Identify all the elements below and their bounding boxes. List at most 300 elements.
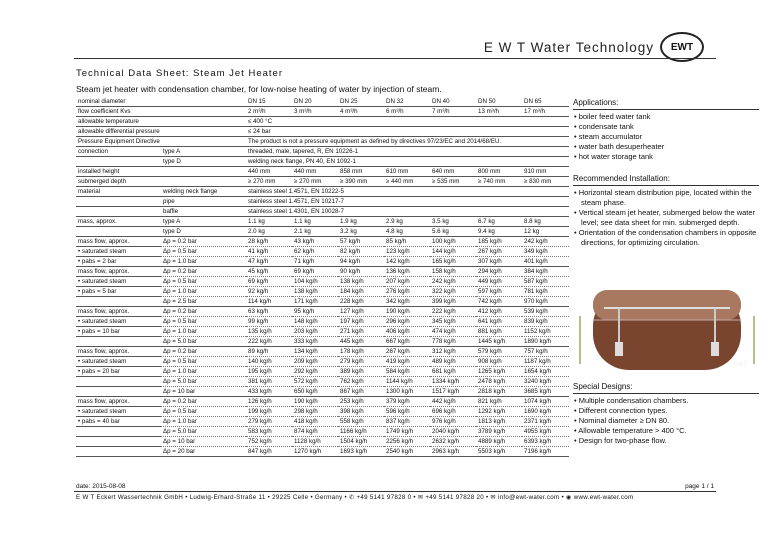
spec-cell: 184 kg/h — [338, 287, 384, 297]
spec-cell: 419 kg/h — [384, 357, 430, 367]
spec-label: • saturated steam — [76, 317, 161, 327]
designs-section — [573, 382, 759, 446]
spec-cell: 165 kg/h — [430, 257, 476, 267]
spec-cell: 57 kg/h — [338, 237, 384, 247]
spec-label — [76, 387, 161, 397]
designs-item: • Multiple condensation chambers. — [573, 396, 759, 406]
spec-row — [76, 127, 569, 137]
spec-cell: 9.4 kg — [476, 227, 522, 237]
spec-row — [76, 427, 569, 437]
spec-cell: 908 kg/h — [476, 357, 522, 367]
spec-row — [76, 377, 569, 387]
spec-cell: 345 kg/h — [430, 317, 476, 327]
spec-cell: 584 kg/h — [384, 367, 430, 377]
spec-row — [76, 367, 569, 377]
spec-cell: 6393 kg/h — [522, 437, 569, 447]
spec-cell: 90 kg/h — [338, 267, 384, 277]
spec-row — [76, 327, 569, 337]
spec-label: • saturated steam — [76, 277, 161, 287]
spec-cell: 1187 kg/h — [522, 357, 569, 367]
spec-cell: 322 kg/h — [430, 287, 476, 297]
spec-cell: 63 kg/h — [246, 307, 292, 317]
spec-cell: 158 kg/h — [430, 267, 476, 277]
spec-cell: Δp = 0.2 bar — [161, 347, 246, 357]
spec-cell: 401 kg/h — [522, 257, 569, 267]
footer-date: date: 2015-08-08 — [76, 483, 126, 490]
spec-cell: 867 kg/h — [338, 387, 384, 397]
spec-cell: 47 kg/h — [246, 257, 292, 267]
spec-cell — [161, 97, 246, 107]
spec-row — [76, 357, 569, 367]
spec-cell: 279 kg/h — [338, 357, 384, 367]
spec-cell: pipe — [161, 197, 246, 207]
spec-row — [76, 97, 569, 107]
spec-cell: 148 kg/h — [292, 317, 338, 327]
spec-cell: 1654 kg/h — [522, 367, 569, 377]
spec-cell: 253 kg/h — [338, 397, 384, 407]
spec-row — [76, 297, 569, 307]
spec-cell: 579 kg/h — [476, 347, 522, 357]
spec-cell: DN 15 — [246, 97, 292, 107]
spec-label: • pabs = 5 bar — [76, 287, 161, 297]
footer-address: E W T Eckert Wassertechnik GmbH • Ludwig-Erhard-Straße 11 • 29225 Celle • Germany • ✆ +49 5141 97828 0 • ✉ +49 5141 97828 20 • ✉ info@ewt-water.com • ◉ www.ewt-water.com — [76, 494, 634, 501]
spec-cell: DN 20 — [292, 97, 338, 107]
spec-cell: Δp = 5.0 bar — [161, 427, 246, 437]
spec-cell: 821 kg/h — [476, 397, 522, 407]
spec-row — [76, 267, 569, 277]
spec-label — [76, 427, 161, 437]
spec-label: material — [76, 187, 161, 197]
spec-cell: 874 kg/h — [292, 427, 338, 437]
spec-cell: 4.8 kg — [384, 227, 430, 237]
spec-cell: 1690 kg/h — [522, 407, 569, 417]
spec-cell — [161, 167, 246, 177]
spec-row — [76, 317, 569, 327]
spec-cell: Δp = 1.0 bar — [161, 257, 246, 267]
spec-cell: ≥ 535 mm — [430, 177, 476, 187]
spec-label — [76, 437, 161, 447]
spec-row — [76, 157, 569, 167]
spec-cell: 342 kg/h — [384, 297, 430, 307]
spec-cell: 349 kg/h — [522, 247, 569, 257]
spec-cell: 667 kg/h — [384, 337, 430, 347]
spec-cell: 3.2 kg — [338, 227, 384, 237]
spec-cell: 1265 kg/h — [476, 367, 522, 377]
spec-cell: 203 kg/h — [292, 327, 338, 337]
spec-cell: stainless steel 1.4571, EN 10222-5 — [246, 187, 569, 197]
spec-cell: 384 kg/h — [522, 267, 569, 277]
spec-cell: 114 kg/h — [246, 297, 292, 307]
spec-cell: 2.9 kg — [384, 217, 430, 227]
spec-cell: 399 kg/h — [430, 297, 476, 307]
spec-cell: 7196 kg/h — [522, 447, 569, 457]
spec-cell: 71 kg/h — [292, 257, 338, 267]
spec-cell: 762 kg/h — [338, 377, 384, 387]
spec-cell: 92 kg/h — [246, 287, 292, 297]
spec-cell: 28 kg/h — [246, 237, 292, 247]
spec-label: • pabs = 40 bar — [76, 417, 161, 427]
spec-cell: Δp = 0.5 bar — [161, 277, 246, 287]
spec-cell: type A — [161, 217, 246, 227]
spec-cell: Δp = 0.5 bar — [161, 407, 246, 417]
designs-item: • Design for two-phase flow. — [573, 436, 759, 446]
spec-cell: Δp = 0.5 bar — [161, 317, 246, 327]
applications-heading: Applications: — [573, 98, 759, 110]
applications-section — [573, 98, 759, 162]
spec-row — [76, 227, 569, 237]
footer-rule — [74, 491, 716, 492]
spec-cell: 412 kg/h — [476, 307, 522, 317]
designs-item: • Different connection types. — [573, 406, 759, 416]
spec-row — [76, 167, 569, 177]
spec-label: Pressure Equipment Directive — [76, 137, 246, 147]
spec-cell: type D — [161, 227, 246, 237]
spec-row — [76, 117, 569, 127]
spec-cell: 199 kg/h — [246, 407, 292, 417]
spec-cell: 2 m³/h — [246, 107, 292, 117]
spec-cell: 800 mm — [476, 167, 522, 177]
spec-cell: 742 kg/h — [476, 297, 522, 307]
spec-cell: 640 mm — [430, 167, 476, 177]
spec-cell: 1270 kg/h — [292, 447, 338, 457]
spec-label — [76, 337, 161, 347]
spec-row — [76, 237, 569, 247]
spec-cell: 13 m³/h — [476, 107, 522, 117]
installation-item: • Horizontal steam distribution pipe, located within the steam phase. — [573, 188, 759, 208]
spec-cell: 222 kg/h — [430, 307, 476, 317]
spec-cell: 583 kg/h — [246, 427, 292, 437]
spec-cell: 5.6 kg — [430, 227, 476, 237]
spec-cell: 307 kg/h — [476, 257, 522, 267]
spec-cell: 41 kg/h — [246, 247, 292, 257]
spec-label: • pabs = 10 bar — [76, 327, 161, 337]
spec-cell: Δp = 0.2 bar — [161, 307, 246, 317]
header-rule — [74, 58, 716, 59]
spec-cell: 440 mm — [246, 167, 292, 177]
spec-cell: 587 kg/h — [522, 277, 569, 287]
spec-row — [76, 147, 569, 157]
spec-cell: 1.9 kg — [338, 217, 384, 227]
spec-cell: 379 kg/h — [384, 397, 430, 407]
spec-label: allowable differential pressure — [76, 127, 246, 137]
spec-cell: 209 kg/h — [292, 357, 338, 367]
spec-cell: 126 kg/h — [246, 397, 292, 407]
spec-cell: 596 kg/h — [384, 407, 430, 417]
spec-cell: ≥ 390 mm — [338, 177, 384, 187]
spec-label: • saturated steam — [76, 357, 161, 367]
spec-cell: 144 kg/h — [430, 247, 476, 257]
spec-cell: 5503 kg/h — [476, 447, 522, 457]
spec-row — [76, 277, 569, 287]
spec-cell: 69 kg/h — [246, 277, 292, 287]
spec-label: • pabs = 2 bar — [76, 257, 161, 267]
spec-cell: 178 kg/h — [338, 347, 384, 357]
spec-cell: 242 kg/h — [522, 237, 569, 247]
designs-list — [573, 396, 759, 446]
spec-cell: 1.1 kg — [246, 217, 292, 227]
spec-row — [76, 137, 569, 147]
spec-label — [76, 227, 161, 237]
spec-cell: Δp = 1.0 bar — [161, 327, 246, 337]
applications-item: • boiler feed water tank — [573, 112, 759, 122]
spec-cell: 17 m³/h — [522, 107, 569, 117]
spec-cell: 6 m³/h — [384, 107, 430, 117]
spec-cell: 296 kg/h — [384, 317, 430, 327]
spec-cell: 2632 kg/h — [430, 437, 476, 447]
diagram-label: EWT — [734, 362, 748, 368]
spec-cell: type A — [161, 147, 246, 157]
spec-cell: Δp = 1.0 bar — [161, 287, 246, 297]
spec-cell: 2040 kg/h — [430, 427, 476, 437]
brand-name: E W T Water Technology — [483, 39, 654, 55]
spec-cell: 449 kg/h — [476, 277, 522, 287]
spec-cell: 195 kg/h — [246, 367, 292, 377]
installation-heading: Recommended Installation: — [573, 174, 759, 186]
spec-cell: 138 kg/h — [338, 277, 384, 287]
spec-row — [76, 107, 569, 117]
spec-cell: 1749 kg/h — [384, 427, 430, 437]
spec-cell: 389 kg/h — [338, 367, 384, 377]
spec-cell: 650 kg/h — [292, 387, 338, 397]
spec-cell: 207 kg/h — [384, 277, 430, 287]
spec-cell: 104 kg/h — [292, 277, 338, 287]
spec-cell — [161, 177, 246, 187]
spec-label: mass flow, approx. — [76, 267, 161, 277]
spec-label — [76, 377, 161, 387]
spec-label: installed height — [76, 167, 161, 177]
spec-cell: 4889 kg/h — [476, 437, 522, 447]
spec-cell: ≤ 24 bar — [246, 127, 569, 137]
spec-row — [76, 387, 569, 397]
spec-cell: 171 kg/h — [292, 297, 338, 307]
spec-cell: 2.1 kg — [292, 227, 338, 237]
footer-page: page 1 / 1 — [685, 483, 714, 490]
spec-cell: stainless steel 1.4571, EN 10217-7 — [246, 197, 569, 207]
spec-cell: 197 kg/h — [338, 317, 384, 327]
spec-cell: 12 kg — [522, 227, 569, 237]
ewt-logo: EWT — [660, 32, 704, 62]
spec-cell: stainless steel 1.4301, EN 10028-7 — [246, 207, 569, 217]
spec-cell: 881 kg/h — [476, 327, 522, 337]
spec-cell: 312 kg/h — [430, 347, 476, 357]
spec-row — [76, 197, 569, 207]
spec-cell: ≥ 440 mm — [384, 177, 430, 187]
spec-cell: 134 kg/h — [292, 347, 338, 357]
spec-label: nominal diameter — [76, 97, 161, 107]
spec-cell: 82 kg/h — [338, 247, 384, 257]
spec-cell: 572 kg/h — [292, 377, 338, 387]
spec-cell: 8.8 kg — [522, 217, 569, 227]
spec-label: • saturated steam — [76, 247, 161, 257]
designs-heading: Special Designs: — [573, 382, 759, 394]
spec-cell — [161, 107, 246, 117]
spec-cell: Δp = 20 bar — [161, 447, 246, 457]
spec-cell: 2256 kg/h — [384, 437, 430, 447]
spec-label: mass flow, approx. — [76, 307, 161, 317]
spec-cell: 641 kg/h — [476, 317, 522, 327]
spec-cell: DN 50 — [476, 97, 522, 107]
spec-cell: 292 kg/h — [292, 367, 338, 377]
spec-cell: Δp = 0.5 bar — [161, 357, 246, 367]
spec-cell: welding neck flange — [161, 187, 246, 197]
spec-cell: 2963 kg/h — [430, 447, 476, 457]
installation-list — [573, 188, 759, 248]
spec-cell: 7 m³/h — [430, 107, 476, 117]
spec-cell: 4 m³/h — [338, 107, 384, 117]
spec-cell: 94 kg/h — [338, 257, 384, 267]
spec-cell: 1813 kg/h — [476, 417, 522, 427]
spec-cell: 136 kg/h — [384, 267, 430, 277]
spec-cell: DN 25 — [338, 97, 384, 107]
spec-cell: Δp = 5.0 bar — [161, 337, 246, 347]
spec-cell: 95 kg/h — [292, 307, 338, 317]
spec-row — [76, 347, 569, 357]
spec-cell: 89 kg/h — [246, 347, 292, 357]
spec-cell: 6.7 kg — [476, 217, 522, 227]
spec-label: mass, approx. — [76, 217, 161, 227]
spec-row — [76, 207, 569, 217]
spec-cell: 539 kg/h — [522, 307, 569, 317]
spec-cell: 406 kg/h — [384, 327, 430, 337]
spec-cell: 3.5 kg — [430, 217, 476, 227]
spec-cell: 837 kg/h — [384, 417, 430, 427]
spec-cell: 127 kg/h — [338, 307, 384, 317]
spec-cell: 2.0 kg — [246, 227, 292, 237]
spec-cell: baffle — [161, 207, 246, 217]
spec-cell: 1128 kg/h — [292, 437, 338, 447]
spec-cell: 1152 kg/h — [522, 327, 569, 337]
spec-cell: 381 kg/h — [246, 377, 292, 387]
spec-cell: DN 40 — [430, 97, 476, 107]
installation-section — [573, 174, 759, 248]
spec-label: mass flow, approx. — [76, 397, 161, 407]
spec-label: • pabs = 20 bar — [76, 367, 161, 377]
spec-cell: 69 kg/h — [292, 267, 338, 277]
spec-cell: 2478 kg/h — [476, 377, 522, 387]
spec-cell: Δp = 0.2 bar — [161, 267, 246, 277]
spec-row — [76, 287, 569, 297]
document-subtitle: Steam jet heater with condensation chamber, for low-noise heating of water by injection of steam. — [76, 84, 442, 94]
spec-cell: 135 kg/h — [246, 327, 292, 337]
spec-label — [76, 157, 161, 167]
spec-cell: 2818 kg/h — [476, 387, 522, 397]
spec-cell: 45 kg/h — [246, 267, 292, 277]
spec-row — [76, 337, 569, 347]
spec-cell: 442 kg/h — [430, 397, 476, 407]
spec-cell: 140 kg/h — [246, 357, 292, 367]
spec-cell: 123 kg/h — [384, 247, 430, 257]
spec-cell: 62 kg/h — [292, 247, 338, 257]
spec-cell: 597 kg/h — [476, 287, 522, 297]
spec-cell: 970 kg/h — [522, 297, 569, 307]
spec-cell: 910 mm — [522, 167, 569, 177]
spec-cell: Δp = 10 bar — [161, 387, 246, 397]
designs-item: • Allowable temperature > 400 °C. — [573, 426, 759, 436]
spec-cell: ≥ 740 mm — [476, 177, 522, 187]
spec-cell: Δp = 0.5 bar — [161, 247, 246, 257]
spec-cell: 1504 kg/h — [338, 437, 384, 447]
spec-cell: 610 mm — [384, 167, 430, 177]
installation-item: • Orientation of the condensation chambers in opposite directions, for optimizing circulation. — [573, 228, 759, 248]
spec-cell: 1300 kg/h — [384, 387, 430, 397]
spec-cell: 489 kg/h — [430, 357, 476, 367]
spec-row — [76, 397, 569, 407]
spec-label: flow coefficient Kvs — [76, 107, 161, 117]
spec-label — [76, 197, 161, 207]
spec-row — [76, 177, 569, 187]
spec-row — [76, 247, 569, 257]
spec-cell: Δp = 1.0 bar — [161, 367, 246, 377]
spec-label — [76, 297, 161, 307]
spec-cell: 3685 kg/h — [522, 387, 569, 397]
spec-cell: 778 kg/h — [430, 337, 476, 347]
spec-cell: 100 kg/h — [430, 237, 476, 247]
spec-cell: DN 65 — [522, 97, 569, 107]
spec-cell: 1292 kg/h — [476, 407, 522, 417]
spec-cell: 185 kg/h — [476, 237, 522, 247]
spec-cell: 4955 kg/h — [522, 427, 569, 437]
spec-cell: 839 kg/h — [522, 317, 569, 327]
spec-cell: 1890 kg/h — [522, 337, 569, 347]
spec-cell: 138 kg/h — [292, 287, 338, 297]
spec-cell: 1334 kg/h — [430, 377, 476, 387]
applications-item: • condensate tank — [573, 122, 759, 132]
spec-cell: 752 kg/h — [246, 437, 292, 447]
spec-cell: 294 kg/h — [476, 267, 522, 277]
spec-row — [76, 437, 569, 447]
spec-label: connection — [76, 147, 161, 157]
spec-cell: 2371 kg/h — [522, 417, 569, 427]
spec-cell: 3789 kg/h — [476, 427, 522, 437]
spec-cell: 1.1 kg — [292, 217, 338, 227]
document-title: Technical Data Sheet: Steam Jet Heater — [76, 68, 283, 79]
spec-cell: The product is not a pressure equipment as defined by directives 97/23/EC and 2014/68/EU. — [246, 137, 569, 147]
spec-cell: type D — [161, 157, 246, 167]
applications-item: • water bath desuperheater — [573, 142, 759, 152]
spec-cell: 1166 kg/h — [338, 427, 384, 437]
spec-cell: 757 kg/h — [522, 347, 569, 357]
spec-cell: 1144 kg/h — [384, 377, 430, 387]
spec-cell: 333 kg/h — [292, 337, 338, 347]
spec-cell: 267 kg/h — [476, 247, 522, 257]
spec-label — [76, 447, 161, 457]
spec-row — [76, 307, 569, 317]
spec-cell: ≤ 400 °C — [246, 117, 569, 127]
spec-cell: welding neck flange, PN 40, EN 1092-1 — [246, 157, 569, 167]
spec-cell: 43 kg/h — [292, 237, 338, 247]
spec-cell: 3 m³/h — [292, 107, 338, 117]
spec-label: submerged depth — [76, 177, 161, 187]
spec-cell: 433 kg/h — [246, 387, 292, 397]
spec-cell: 781 kg/h — [522, 287, 569, 297]
spec-cell: 418 kg/h — [292, 417, 338, 427]
spec-cell: Δp = 2.5 bar — [161, 297, 246, 307]
spec-cell: 474 kg/h — [430, 327, 476, 337]
spec-cell: 398 kg/h — [338, 407, 384, 417]
designs-item: • Nominal diameter ≥ DN 80. — [573, 416, 759, 426]
spec-cell: 267 kg/h — [384, 347, 430, 357]
spec-cell: Δp = 5.0 bar — [161, 377, 246, 387]
spec-cell: 1693 kg/h — [338, 447, 384, 457]
spec-cell: threaded, male, tapered, R, EN 10226-1 — [246, 147, 569, 157]
installation-item: • Vertical steam jet heater, submerged below the water level; see data sheet for min. submerged depth. — [573, 208, 759, 228]
spec-cell: Δp = 1.0 bar — [161, 417, 246, 427]
spec-cell: 242 kg/h — [430, 277, 476, 287]
spec-cell: 190 kg/h — [384, 307, 430, 317]
spec-cell: 847 kg/h — [246, 447, 292, 457]
spec-cell: 190 kg/h — [292, 397, 338, 407]
spec-label: mass flow, approx. — [76, 237, 161, 247]
